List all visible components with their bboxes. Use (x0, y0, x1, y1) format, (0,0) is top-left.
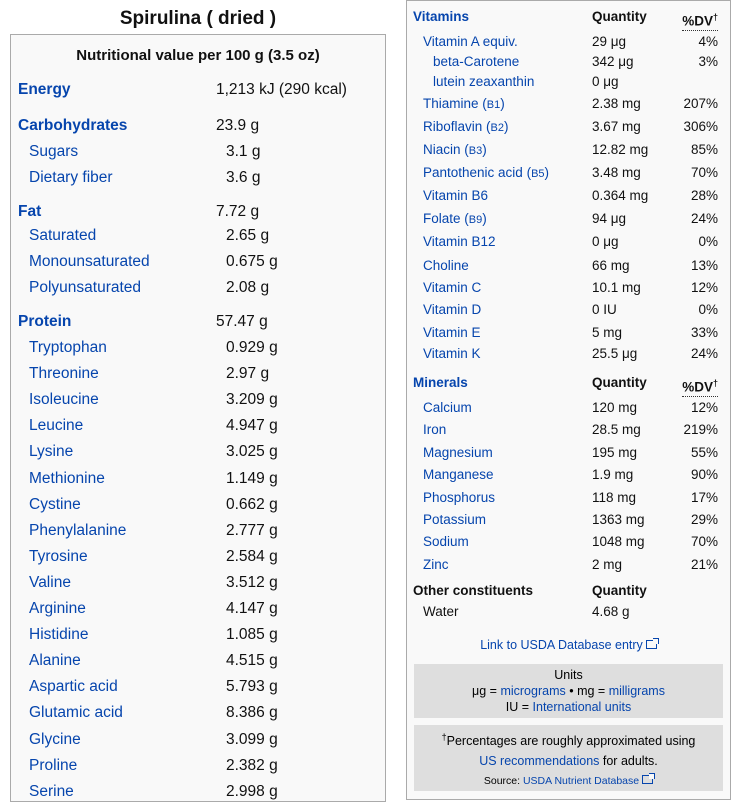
units-sep: • mg = (565, 684, 609, 698)
amino-acid-row (11, 494, 385, 516)
mineral-quantity: 2 mg (592, 556, 623, 572)
protein-value: 57.47 g (216, 313, 268, 330)
vitamins-dv-header (682, 9, 718, 31)
mineral-dv: 70% (690, 534, 718, 550)
fat-item-value: 2.65 g (226, 227, 270, 244)
vitamin-dv: 0% (698, 302, 718, 317)
mineral-label[interactable] (423, 443, 493, 463)
vitamin-label[interactable]: Folate (B9) (423, 211, 487, 226)
carb-item-value: 3.6 g (226, 169, 261, 186)
amino-acid-value: 3.512 g (226, 573, 278, 591)
vitamin-dv: 24% (690, 211, 718, 226)
amino-acid-label[interactable]: Methionine (29, 469, 105, 487)
amino-acid-label[interactable]: Glutamic acid (29, 704, 123, 722)
amino-acid-value: 8.386 g (226, 704, 278, 722)
mineral-row (407, 398, 730, 418)
vitamin-row (407, 344, 730, 364)
carbohydrates-label[interactable]: Carbohydrates (18, 117, 128, 134)
minerals-dv-header (682, 375, 718, 397)
vitamin-dv: 85% (690, 142, 718, 157)
vitamin-label[interactable] (433, 72, 534, 92)
fat-item-label[interactable]: Monounsaturated (29, 253, 150, 270)
mineral-label[interactable] (423, 555, 449, 575)
vitamin-quantity: 0 IU (592, 302, 617, 317)
vitamin-label-text: Vitamin B12 (423, 234, 496, 249)
amino-acid-row (11, 755, 385, 777)
vitamin-label-text: Niacin (423, 142, 461, 157)
mineral-quantity: 28.5 mg (592, 422, 641, 438)
mineral-label-text: Manganese (423, 467, 494, 483)
vitamin-dv: 306% (683, 119, 718, 134)
vitamins-header[interactable]: Vitamins (413, 9, 470, 24)
mineral-row (407, 420, 730, 440)
source-prefix: Source: (483, 775, 523, 788)
amino-acid-value: 2.97 g (226, 365, 270, 383)
vitamin-quantity: 3.48 mg (592, 165, 641, 180)
vitamin-row (407, 186, 730, 206)
carb-item-label[interactable]: Sugars (29, 143, 79, 160)
external-link-icon (646, 640, 657, 649)
amino-acid-label[interactable]: Aspartic acid (29, 678, 118, 696)
amino-acid-row (11, 781, 385, 803)
mineral-row (407, 465, 730, 485)
footnote-line1 (414, 727, 723, 751)
vitamin-row (407, 323, 730, 343)
units-mu-prefix: μg = (472, 684, 501, 698)
mineral-dv: 17% (690, 489, 718, 505)
vitamin-quantity: 10.1 mg (592, 280, 641, 295)
dagger-mark: † (441, 732, 447, 742)
vitamin-quantity: 0 μg (592, 74, 619, 89)
carb-item-row (11, 167, 385, 189)
mineral-label-text: Zinc (423, 556, 449, 572)
vitamin-subscript: B1 (486, 99, 501, 111)
amino-acid-label[interactable]: Leucine (29, 417, 84, 435)
amino-acid-row (11, 650, 385, 672)
carbohydrates-row (11, 115, 385, 137)
amino-acid-row (11, 363, 385, 385)
units-mass-line (414, 683, 723, 699)
amino-acid-row (11, 389, 385, 411)
amino-acid-label[interactable]: Alanine (29, 652, 81, 670)
amino-acid-row (11, 546, 385, 568)
energy-value: 1,213 kJ (290 kcal) (216, 81, 347, 98)
mineral-row (407, 532, 730, 552)
mineral-quantity: 118 mg (592, 489, 637, 505)
amino-acid-label[interactable]: Valine (29, 573, 71, 591)
vitamin-dv: 13% (690, 258, 718, 273)
carb-item-row (11, 141, 385, 163)
amino-acid-row (11, 702, 385, 724)
amino-acid-label[interactable]: Tyrosine (29, 547, 88, 565)
vitamin-quantity: 25.5 μg (592, 346, 638, 361)
vitamin-label[interactable] (423, 323, 481, 343)
amino-acid-label[interactable]: Tryptophan (29, 339, 107, 356)
mineral-label[interactable] (423, 465, 494, 485)
mineral-label-text: Potassium (423, 512, 487, 527)
fat-item-label[interactable]: Saturated (29, 227, 97, 244)
carbohydrates-value: 23.9 g (216, 117, 260, 134)
vitamin-subscript: B5 (531, 168, 545, 180)
mineral-dv: 55% (690, 444, 718, 460)
amino-acid-value: 4.147 g (226, 600, 278, 617)
mineral-quantity: 1048 mg (592, 534, 645, 550)
amino-acid-label[interactable]: Histidine (29, 626, 89, 644)
mineral-label[interactable] (423, 532, 469, 552)
vitamin-label[interactable] (423, 300, 481, 320)
fat-item-row (11, 225, 385, 247)
vitamin-row (407, 32, 730, 52)
vitamin-row (407, 256, 730, 276)
vitamin-label-text: Vitamin C (423, 280, 482, 295)
mineral-quantity: 1.9 mg (592, 467, 634, 483)
vitamin-quantity: 5 mg (592, 325, 623, 340)
mineral-row (407, 555, 730, 575)
water-label-text: Water (423, 604, 459, 619)
amino-acid-label[interactable]: Proline (29, 756, 78, 774)
amino-acid-row (11, 520, 385, 542)
vitamin-dv: 12% (690, 280, 718, 295)
amino-acid-value: 3.025 g (226, 443, 278, 461)
vitamin-dv: 70% (690, 165, 718, 180)
amino-acid-value: 0.662 g (226, 495, 278, 513)
mineral-dv: 90% (690, 467, 718, 483)
vitamin-dv: 0% (698, 234, 718, 249)
vitamin-quantity: 2.38 mg (592, 96, 641, 111)
vitamin-label[interactable]: Niacin (B3) (423, 142, 487, 157)
vitamin-label[interactable]: Pantothenic acid (B5) (423, 165, 550, 180)
amino-acid-value: 4.515 g (226, 652, 278, 670)
external-link-icon (642, 775, 653, 784)
amino-acid-value: 5.793 g (226, 678, 278, 696)
nutrition-panel-right (406, 0, 731, 800)
amino-acid-row (11, 598, 385, 620)
mineral-label[interactable] (423, 510, 486, 530)
mineral-label-text: Iron (423, 422, 447, 438)
vitamin-subscript: B9 (468, 214, 483, 226)
vitamin-label-text: Pantothenic acid (423, 165, 523, 180)
amino-acid-row (11, 337, 385, 359)
vitamin-dv: 4% (698, 34, 718, 49)
units-iu-line (414, 699, 723, 715)
nutrition-subtitle: Nutritional value per 100 g (3.5 oz) (76, 47, 320, 64)
vitamin-label-text: Choline (423, 258, 469, 273)
dagger-mark: † (712, 12, 718, 22)
vitamin-quantity: 0.364 mg (592, 188, 649, 203)
amino-acid-row (11, 441, 385, 463)
minerals-quantity-header: Quantity (592, 375, 647, 390)
amino-acid-row (11, 676, 385, 698)
amino-acid-value: 2.777 g (226, 521, 278, 539)
vitamins-quantity-header: Quantity (592, 9, 647, 24)
amino-acid-label[interactable]: Serine (29, 782, 74, 800)
amino-acid-row (11, 624, 385, 646)
energy-label[interactable]: Energy (18, 81, 71, 98)
fat-item-label[interactable]: Polyunsaturated (29, 279, 142, 296)
vitamin-label-text: Thiamine (423, 96, 479, 111)
mineral-quantity: 1363 mg (592, 512, 645, 527)
vitamin-label[interactable] (423, 256, 469, 276)
mineral-row (407, 488, 730, 508)
mineral-label[interactable] (423, 488, 495, 508)
mineral-row (407, 510, 730, 530)
amino-acid-value: 4.947 g (226, 417, 278, 435)
vitamin-label-text: Vitamin K (423, 346, 481, 361)
fat-item-row (11, 277, 385, 299)
amino-acid-value: 2.584 g (226, 547, 278, 565)
vitamin-quantity: 342 μg (592, 54, 634, 69)
vitamin-dv: 28% (690, 188, 718, 203)
vitamin-row (407, 94, 730, 114)
vitamin-subscript: B2 (490, 122, 504, 134)
mineral-label-text: Sodium (423, 534, 469, 550)
vitamin-row (407, 232, 730, 252)
mineral-dv: 219% (683, 422, 718, 438)
water-quantity: 4.68 g (592, 604, 630, 619)
amino-acid-row (11, 468, 385, 490)
international-units-link[interactable]: International units (532, 700, 632, 714)
vitamin-quantity: 94 μg (592, 211, 627, 226)
amino-acid-label[interactable]: Phenylalanine (29, 521, 127, 539)
fat-label[interactable]: Fat (18, 203, 42, 220)
us-recommendations-link[interactable]: US recommendations (479, 754, 600, 769)
fat-row (11, 201, 385, 223)
footnote-box (414, 725, 723, 791)
carb-item-value: 3.1 g (226, 143, 261, 160)
mineral-quantity: 195 mg (592, 444, 638, 460)
mineral-label[interactable] (423, 398, 472, 418)
amino-acid-value: 2.382 g (226, 756, 278, 774)
carb-item-label[interactable]: Dietary fiber (29, 169, 113, 186)
water-row (407, 602, 730, 622)
vitamin-dv: 33% (690, 325, 718, 340)
page-title: Spirulina ( dried ) (119, 8, 277, 29)
units-iu-prefix: IU = (505, 700, 533, 714)
fat-item-row (11, 251, 385, 273)
vitamin-quantity: 12.82 mg (592, 142, 649, 157)
vitamin-dv: 207% (683, 96, 718, 111)
footnote-suffix: for adults. (599, 754, 658, 769)
minerals-header[interactable]: Minerals (413, 375, 468, 390)
other-quantity-header: Quantity (592, 583, 647, 598)
vitamin-label-text: Vitamin E (423, 325, 481, 340)
vitamins-dv-text: %DV (682, 13, 713, 29)
milligrams-link[interactable]: milligrams (608, 684, 665, 698)
vitamin-label[interactable]: Riboflavin (B2) (423, 119, 509, 134)
source-line (414, 771, 723, 791)
vitamin-label[interactable] (433, 52, 519, 72)
mineral-dv: 29% (690, 512, 718, 527)
amino-acid-value: 0.929 g (226, 339, 278, 356)
fat-value: 7.72 g (216, 203, 260, 220)
vitamin-label[interactable] (423, 32, 518, 52)
mineral-row (407, 443, 730, 463)
footnote-text: Percentages are roughly approximated using (446, 734, 696, 749)
mineral-label-text: Calcium (423, 400, 472, 415)
mineral-quantity: 120 mg (592, 400, 638, 415)
mineral-label-text: Phosphorus (423, 489, 496, 505)
protein-row (11, 311, 385, 333)
vitamin-row (407, 52, 730, 72)
units-box (414, 664, 723, 718)
other-header-row (407, 581, 730, 601)
vitamin-label-text: Vitamin D (423, 302, 482, 317)
amino-acid-label[interactable]: Arginine (29, 600, 86, 617)
vitamin-label-text: Vitamin B6 (423, 188, 489, 203)
nutrition-panel-left (10, 34, 386, 802)
vitamin-dv: 3% (698, 54, 718, 69)
vitamin-label[interactable] (423, 344, 481, 364)
vitamin-row (407, 140, 730, 160)
minerals-dv-text: %DV (682, 379, 713, 395)
mineral-label[interactable] (423, 420, 446, 440)
vitamin-label[interactable] (423, 278, 481, 298)
mineral-label-text: Magnesium (423, 444, 493, 460)
vitamin-row (407, 278, 730, 298)
usda-link-row[interactable] (407, 638, 730, 652)
vitamin-label[interactable] (423, 186, 488, 206)
vitamin-row (407, 300, 730, 320)
amino-acid-label[interactable]: Glycine (29, 730, 81, 748)
usda-nutrient-database-link[interactable]: USDA Nutrient Database (522, 775, 640, 788)
micrograms-link[interactable]: micrograms (500, 684, 566, 698)
mineral-dv: 21% (690, 556, 718, 572)
vitamin-subscript: B3 (468, 145, 483, 157)
energy-row (11, 79, 385, 101)
mineral-dv: 12% (690, 400, 718, 415)
amino-acid-row (11, 729, 385, 751)
other-constituents-header: Other constituents (413, 583, 534, 598)
vitamins-header-row (407, 7, 730, 27)
amino-acid-label[interactable]: Isoleucine (29, 391, 99, 409)
water-label (423, 602, 459, 622)
vitamin-row (407, 163, 730, 183)
usda-database-link[interactable]: Link to USDA Database entry (480, 638, 643, 652)
vitamin-label-text: Folate (423, 211, 461, 226)
vitamin-label-text: beta-Carotene (433, 54, 520, 69)
amino-acid-value: 1.149 g (226, 469, 278, 487)
amino-acid-value: 3.099 g (226, 730, 278, 748)
dagger-mark: † (712, 378, 718, 388)
vitamin-label-text: Riboflavin (423, 119, 483, 134)
footnote-line2 (414, 751, 723, 771)
vitamin-quantity: 66 mg (592, 258, 630, 273)
vitamin-quantity: 3.67 mg (592, 119, 641, 134)
units-title: Units (554, 668, 583, 682)
minerals-header-row (407, 373, 730, 393)
amino-acid-row (11, 415, 385, 437)
amino-acid-value: 3.209 g (226, 391, 278, 409)
amino-acid-label[interactable]: Threonine (29, 365, 99, 383)
vitamin-dv: 24% (690, 346, 718, 361)
vitamin-row (407, 209, 730, 229)
vitamin-label[interactable] (423, 232, 496, 252)
vitamin-label-text: Vitamin A equiv. (423, 34, 518, 49)
vitamin-row (407, 72, 730, 92)
fat-item-value: 2.08 g (226, 279, 270, 296)
protein-label[interactable]: Protein (18, 313, 72, 330)
amino-acid-value: 1.085 g (226, 626, 278, 644)
vitamin-label[interactable]: Thiamine (B1) (423, 96, 505, 111)
amino-acid-label[interactable]: Lysine (29, 443, 74, 461)
amino-acid-value: 2.998 g (226, 782, 278, 800)
amino-acid-label[interactable]: Cystine (29, 495, 81, 513)
amino-acid-row (11, 572, 385, 594)
vitamin-label-text: lutein zeaxanthin (433, 74, 535, 89)
fat-item-value: 0.675 g (226, 253, 278, 270)
vitamin-row (407, 117, 730, 137)
vitamin-quantity: 29 μg (592, 34, 627, 49)
vitamin-quantity: 0 μg (592, 234, 619, 249)
